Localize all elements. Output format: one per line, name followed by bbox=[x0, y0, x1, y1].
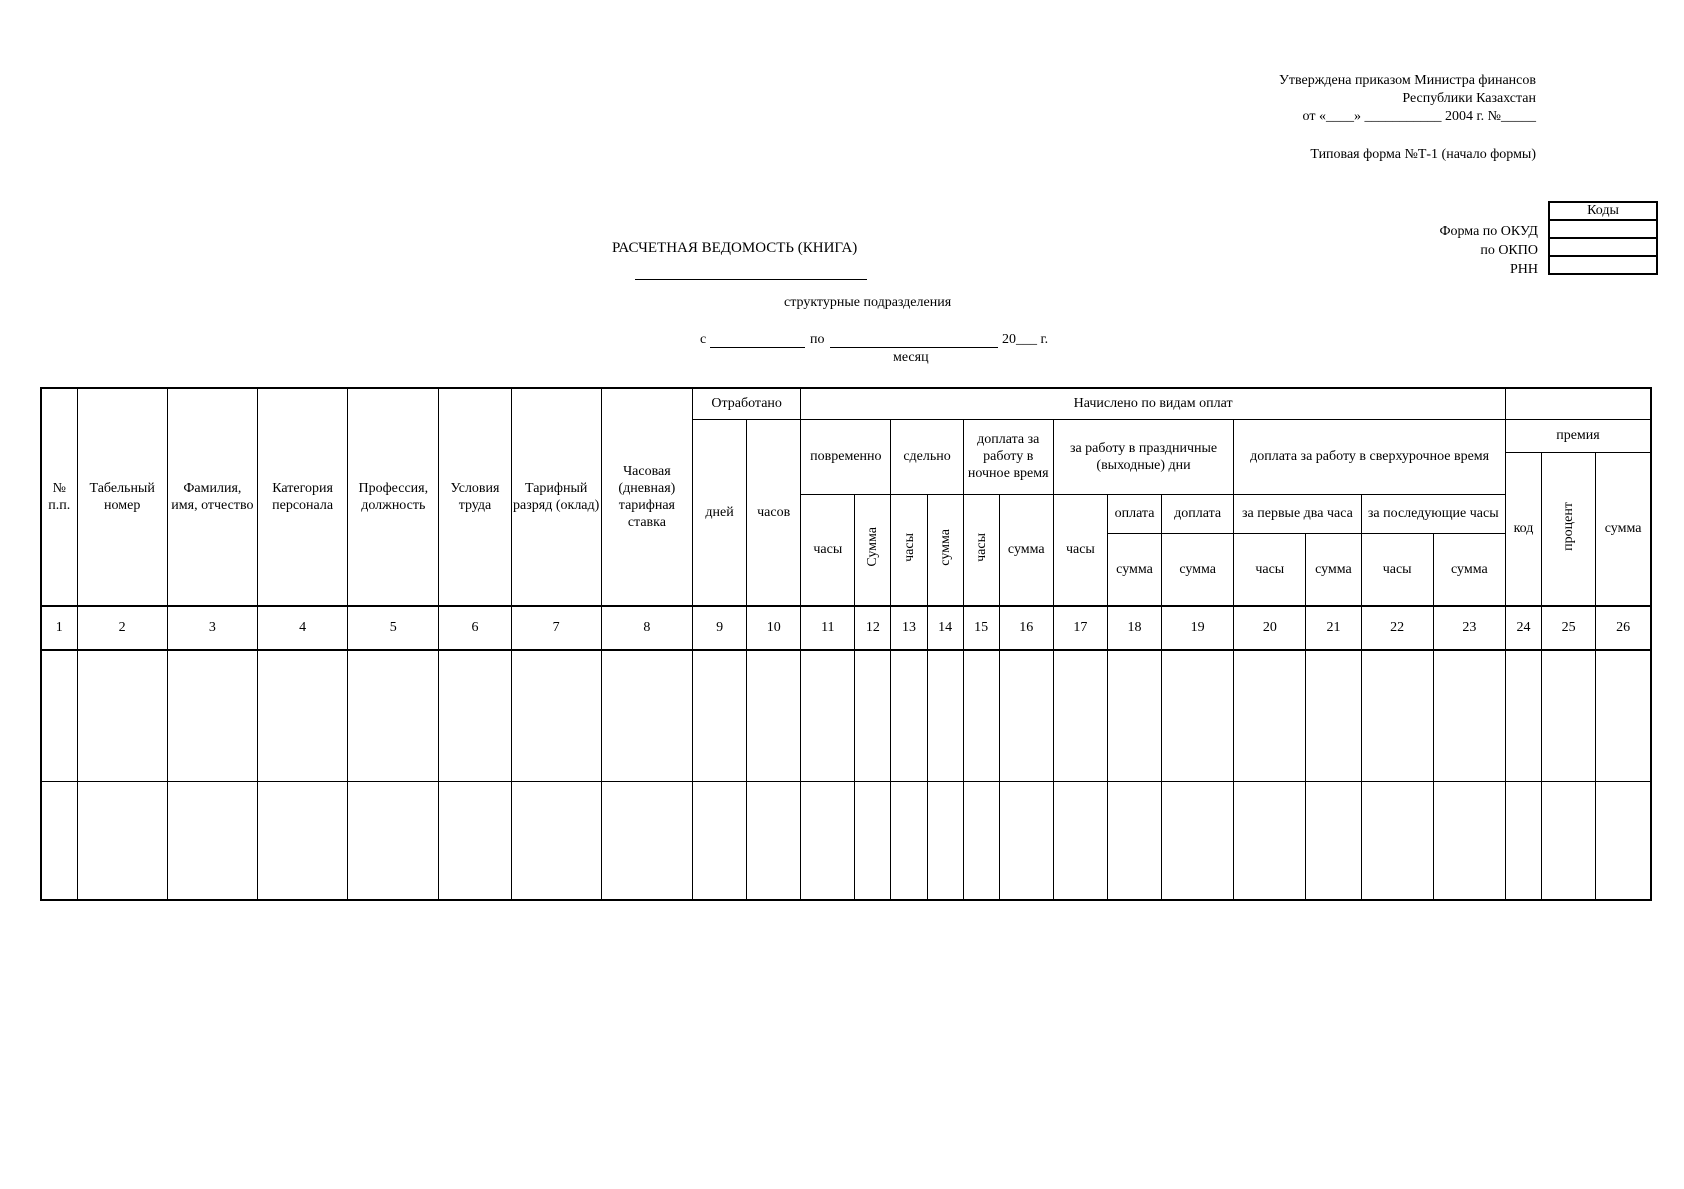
header-holiday-oplata bbox=[1107, 494, 1161, 606]
table-cell[interactable] bbox=[601, 650, 692, 782]
column-number: 9 bbox=[693, 606, 747, 650]
table-cell[interactable] bbox=[747, 650, 801, 782]
table-cell[interactable] bbox=[439, 782, 511, 900]
table-cell[interactable] bbox=[927, 782, 963, 900]
codes-labels bbox=[1439, 222, 1538, 279]
table-cell[interactable] bbox=[257, 650, 347, 782]
table-cell[interactable] bbox=[801, 782, 855, 900]
table-row bbox=[41, 782, 1651, 900]
header-profession: Профессия, должность bbox=[348, 388, 439, 606]
subdivision-caption: структурные подразделения bbox=[784, 295, 952, 310]
table-cell[interactable] bbox=[1306, 782, 1361, 900]
code-label-rnn: РНН bbox=[1509, 262, 1538, 277]
header-piece-sum-text: сумма bbox=[937, 528, 953, 566]
table-cell[interactable] bbox=[999, 650, 1053, 782]
table-cell[interactable] bbox=[1234, 650, 1306, 782]
header-night-hours bbox=[963, 494, 999, 606]
table-cell[interactable] bbox=[963, 650, 999, 782]
header-night-hours-text: часы bbox=[973, 532, 989, 562]
table-cell[interactable] bbox=[167, 782, 257, 900]
header-hours: часов bbox=[747, 419, 801, 606]
period-from-label: с bbox=[700, 332, 707, 347]
period-to-line[interactable] bbox=[830, 347, 998, 348]
column-number: 14 bbox=[927, 606, 963, 650]
header-night-sum: сумма bbox=[999, 494, 1053, 606]
header-overtime-subsequent-hours: часы bbox=[1362, 534, 1434, 605]
header-time-based: повременно bbox=[801, 419, 891, 494]
header-bonus-summa: сумма bbox=[1596, 452, 1651, 606]
table-cell[interactable] bbox=[963, 782, 999, 900]
column-number: 7 bbox=[511, 606, 601, 650]
column-number: 3 bbox=[167, 606, 257, 650]
table-cell[interactable] bbox=[1433, 782, 1505, 900]
header-holiday-oplata-sum: сумма bbox=[1116, 561, 1153, 577]
table-cell[interactable] bbox=[439, 650, 511, 782]
table-cell[interactable] bbox=[77, 650, 167, 782]
column-number: 4 bbox=[257, 606, 347, 650]
table-cell[interactable] bbox=[511, 650, 601, 782]
table-cell[interactable] bbox=[348, 650, 439, 782]
table-cell[interactable] bbox=[693, 782, 747, 900]
header-overtime-subsequent-label: за последующие часы bbox=[1362, 495, 1505, 534]
approval-line-2: Республики Казахстан bbox=[1402, 91, 1536, 106]
table-cell[interactable] bbox=[1053, 782, 1107, 900]
header-night: доплата за работу в ночное время bbox=[963, 419, 1053, 494]
column-number: 11 bbox=[801, 606, 855, 650]
approval-block bbox=[1279, 72, 1536, 126]
subdivision-line[interactable] bbox=[635, 279, 867, 280]
table-cell[interactable] bbox=[348, 782, 439, 900]
header-hourly: Часовая (дневная) тарифная ставка bbox=[601, 388, 692, 606]
column-number: 16 bbox=[999, 606, 1053, 650]
header-holiday-oplata-label: оплата bbox=[1108, 495, 1161, 534]
payroll-table bbox=[40, 387, 1652, 901]
header-num: № п.п. bbox=[41, 388, 77, 606]
table-cell[interactable] bbox=[1107, 782, 1161, 900]
column-number: 23 bbox=[1433, 606, 1505, 650]
table-cell[interactable] bbox=[1162, 650, 1234, 782]
period-from-line[interactable] bbox=[710, 347, 805, 348]
column-number: 19 bbox=[1162, 606, 1234, 650]
table-cell[interactable] bbox=[1107, 650, 1161, 782]
table-cell[interactable] bbox=[855, 650, 891, 782]
table-cell[interactable] bbox=[1361, 650, 1433, 782]
table-cell[interactable] bbox=[1542, 782, 1596, 900]
table-cell[interactable] bbox=[601, 782, 692, 900]
header-overtime-first-hours: часы bbox=[1234, 534, 1306, 605]
header-time-sum-text: Сумма bbox=[865, 527, 881, 567]
period-to-label: по bbox=[810, 332, 825, 347]
column-number: 8 bbox=[601, 606, 692, 650]
header-overtime-subsequent-sum: сумма bbox=[1451, 561, 1488, 577]
form-type: Типовая форма №Т-1 (начало формы) bbox=[1310, 147, 1536, 162]
table-cell[interactable] bbox=[1162, 782, 1234, 900]
header-holiday-doplata bbox=[1162, 494, 1234, 606]
table-cell[interactable] bbox=[801, 650, 855, 782]
column-number: 2 bbox=[77, 606, 167, 650]
column-number: 15 bbox=[963, 606, 999, 650]
column-number: 1 bbox=[41, 606, 77, 650]
table-cell[interactable] bbox=[511, 782, 601, 900]
table-cell[interactable] bbox=[855, 782, 891, 900]
table-cell[interactable] bbox=[1505, 650, 1541, 782]
code-okud[interactable] bbox=[1549, 220, 1657, 238]
column-number: 12 bbox=[855, 606, 891, 650]
header-overtime-first-label: за первые два часа bbox=[1234, 495, 1360, 534]
table-cell[interactable] bbox=[1306, 650, 1361, 782]
column-number: 24 bbox=[1505, 606, 1541, 650]
codes-header: Коды bbox=[1549, 202, 1657, 220]
header-holiday-doplata-sum: сумма bbox=[1179, 561, 1216, 577]
column-number: 13 bbox=[891, 606, 927, 650]
header-overtime: доплата за работу в сверхурочное время bbox=[1234, 419, 1506, 494]
header-piece: сдельно bbox=[891, 419, 963, 494]
header-holiday: за работу в праздничные (выходные) дни bbox=[1053, 419, 1233, 494]
header-fio: Фамилия, имя, отчество bbox=[167, 388, 257, 606]
table-cell[interactable] bbox=[747, 782, 801, 900]
header-blank bbox=[1505, 388, 1651, 419]
header-piece-sum bbox=[927, 494, 963, 606]
header-category: Категория персонала bbox=[257, 388, 347, 606]
column-number: 20 bbox=[1234, 606, 1306, 650]
code-label-okpo: по ОКПО bbox=[1480, 243, 1538, 258]
approval-line-3: от «____» ___________ 2004 г. №_____ bbox=[1302, 109, 1536, 124]
header-bonus-percent bbox=[1542, 452, 1596, 606]
header-accrued: Начислено по видам оплат bbox=[801, 388, 1506, 419]
month-caption: месяц bbox=[893, 350, 929, 365]
table-cell[interactable] bbox=[999, 782, 1053, 900]
header-worked: Отработано bbox=[693, 388, 801, 419]
table-cell[interactable] bbox=[1505, 782, 1541, 900]
code-label-okud: Форма по ОКУД bbox=[1439, 224, 1538, 239]
table-cell[interactable] bbox=[1053, 650, 1107, 782]
table-cell[interactable] bbox=[1234, 782, 1306, 900]
header-tariff: Тарифный разряд (оклад) bbox=[511, 388, 601, 606]
header-tab-num: Табельный номер bbox=[77, 388, 167, 606]
table-cell[interactable] bbox=[41, 782, 77, 900]
header-conditions: Условия труда bbox=[439, 388, 511, 606]
table-cell[interactable] bbox=[41, 650, 77, 782]
header-bonus-kod: код bbox=[1505, 452, 1541, 606]
column-numbers-row bbox=[41, 606, 1651, 650]
header-overtime-first-sum: сумма bbox=[1315, 561, 1352, 577]
column-number: 25 bbox=[1542, 606, 1596, 650]
period-year: 20___ г. bbox=[1002, 332, 1049, 347]
table-cell[interactable] bbox=[77, 782, 167, 900]
table-cell[interactable] bbox=[257, 782, 347, 900]
table-cell[interactable] bbox=[1596, 782, 1651, 900]
column-number: 26 bbox=[1596, 606, 1651, 650]
table-cell[interactable] bbox=[891, 650, 927, 782]
table-cell[interactable] bbox=[1433, 650, 1505, 782]
header-bonus-percent-text: процент bbox=[1561, 501, 1577, 551]
column-number: 5 bbox=[348, 606, 439, 650]
header-time-hours: часы bbox=[801, 494, 855, 606]
table-cell[interactable] bbox=[927, 650, 963, 782]
table-cell[interactable] bbox=[693, 650, 747, 782]
table-cell[interactable] bbox=[1542, 650, 1596, 782]
header-time-sum bbox=[855, 494, 891, 606]
header-overtime-first-sub bbox=[1234, 534, 1360, 605]
approval-line-1: Утверждена приказом Министра финансов bbox=[1278, 73, 1536, 88]
code-okpo[interactable] bbox=[1549, 238, 1657, 256]
header-holiday-hours: часы bbox=[1053, 494, 1107, 606]
table-cell[interactable] bbox=[1596, 650, 1651, 782]
column-number: 10 bbox=[747, 606, 801, 650]
header-bonus: премия bbox=[1505, 419, 1651, 452]
table-row bbox=[41, 650, 1651, 782]
header-piece-hours bbox=[891, 494, 927, 606]
column-number: 18 bbox=[1107, 606, 1161, 650]
header-piece-hours-text: часы bbox=[901, 532, 917, 562]
table-cell[interactable] bbox=[1361, 782, 1433, 900]
table-cell[interactable] bbox=[167, 650, 257, 782]
column-number: 21 bbox=[1306, 606, 1361, 650]
header-overtime-first bbox=[1234, 494, 1361, 606]
codes-table bbox=[1548, 201, 1658, 275]
column-number: 6 bbox=[439, 606, 511, 650]
header-holiday-doplata-label: доплата bbox=[1162, 495, 1233, 534]
column-number: 22 bbox=[1361, 606, 1433, 650]
header-overtime-subsequent bbox=[1361, 494, 1505, 606]
table-cell[interactable] bbox=[891, 782, 927, 900]
column-number: 17 bbox=[1053, 606, 1107, 650]
code-rnn[interactable] bbox=[1549, 256, 1657, 274]
header-overtime-subsequent-sub bbox=[1362, 534, 1505, 605]
document-title: РАСЧЕТНАЯ ВЕДОМОСТЬ (КНИГА) bbox=[612, 240, 858, 256]
header-days: дней bbox=[693, 419, 747, 606]
